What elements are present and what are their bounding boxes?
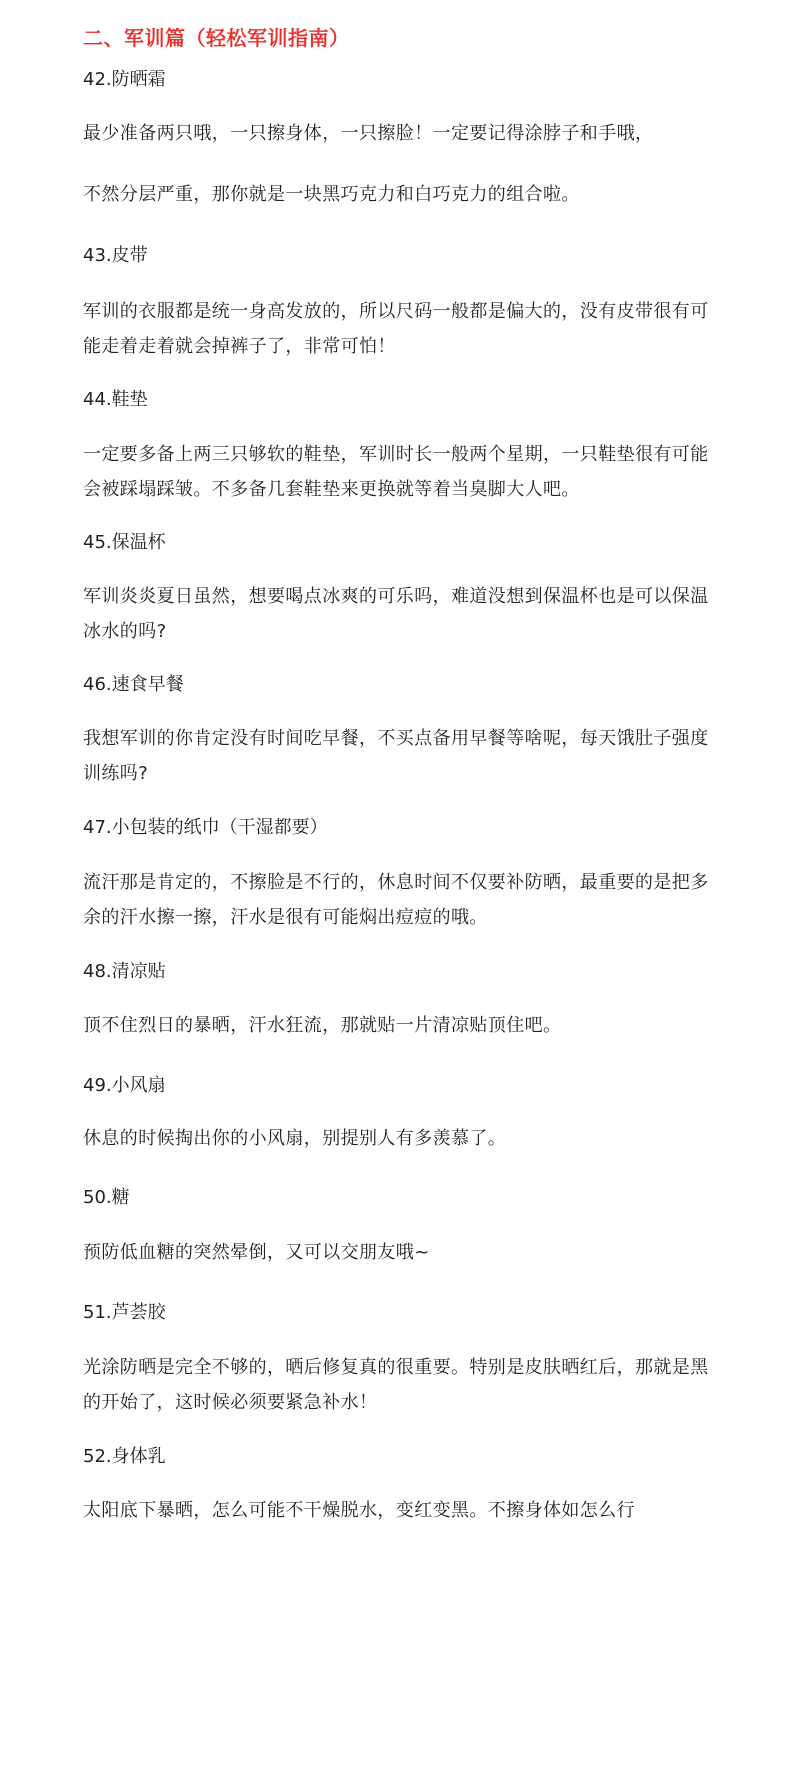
- item-heading: 45.保温杯: [83, 532, 166, 553]
- item-heading: 51.芦荟胶: [83, 1302, 166, 1323]
- paragraph-line: 休息的时候掏出你的小风扇，别提别人有多羡慕了。: [83, 1128, 507, 1149]
- paragraph-line: 不然分层严重，那你就是一块黑巧克力和白巧克力的组合啦。: [83, 184, 580, 205]
- paragraph-line: 训练吗?: [83, 763, 149, 784]
- paragraph-line: 光涂防晒是完全不够的，晒后修复真的很重要。特别是皮肤晒红后，那就是黑: [83, 1357, 709, 1378]
- item-paragraph: [83, 177, 763, 212]
- item-heading: 44.鞋垫: [83, 389, 148, 410]
- item-heading: 47.小包装的纸巾（干湿都要）: [83, 817, 328, 838]
- item-heading: 50.糖: [83, 1187, 130, 1208]
- paragraph-line: 我想军训的你肯定没有时间吃早餐，不买点备用早餐等啥呢，每天饿肚子强度: [83, 728, 709, 749]
- paragraph-line: 顶不住烈日的暴晒，汗水狂流，那就贴一片清凉贴顶住吧。: [83, 1015, 562, 1036]
- paragraph-line: 军训的衣服都是统一身高发放的，所以尺码一般都是偏大的，没有皮带很有可: [83, 301, 709, 322]
- paragraph-line: 军训炎炎夏日虽然，想要喝点冰爽的可乐吗，难道没想到保温杯也是可以保温: [83, 586, 709, 607]
- item-heading: 43.皮带: [83, 245, 148, 266]
- item-heading: 52.身体乳: [83, 1446, 166, 1467]
- item-paragraph: [83, 865, 763, 935]
- item-paragraph: [83, 721, 763, 791]
- paragraph-line: 一定要多备上两三只够软的鞋垫，军训时长一般两个星期，一只鞋垫很有可能: [83, 444, 709, 465]
- item-paragraph: [83, 294, 763, 364]
- item-paragraph: [83, 437, 763, 507]
- item-heading: 42.防晒霜: [83, 69, 166, 90]
- item-paragraph: [83, 116, 763, 151]
- paragraph-line: 能走着走着就会掉裤子了，非常可怕！: [83, 336, 396, 357]
- item-heading: 46.速食早餐: [83, 674, 184, 695]
- item-paragraph: [83, 1493, 763, 1528]
- paragraph-line: 的开始了，这时候必须要紧急补水！: [83, 1392, 378, 1413]
- paragraph-line: 最少准备两只哦，一只擦身体，一只擦脸！一定要记得涂脖子和手哦，: [83, 123, 654, 144]
- item-heading: 49.小风扇: [83, 1075, 166, 1096]
- paragraph-line: 余的汗水擦一擦，汗水是很有可能焖出痘痘的哦。: [83, 907, 488, 928]
- item-paragraph: [83, 1121, 763, 1156]
- item-paragraph: [83, 1350, 763, 1420]
- paragraph-line: 流汗那是肯定的，不擦脸是不行的，休息时间不仅要补防晒，最重要的是把多: [83, 872, 709, 893]
- item-heading: 48.清凉贴: [83, 961, 166, 982]
- paragraph-line: 预防低血糖的突然晕倒，又可以交朋友哦~: [83, 1242, 430, 1263]
- item-paragraph: [83, 1235, 763, 1270]
- section-title: 二、军训篇（轻松军训指南）: [83, 26, 350, 50]
- item-paragraph: [83, 1008, 763, 1043]
- paragraph-line: 太阳底下暴晒，怎么可能不干燥脱水，变红变黑。不擦身体如怎么行: [83, 1500, 635, 1521]
- paragraph-line: 会被踩塌踩皱。不多备几套鞋垫来更换就等着当臭脚大人吧。: [83, 479, 580, 500]
- item-paragraph: [83, 579, 763, 649]
- paragraph-line: 冰水的吗?: [83, 621, 167, 642]
